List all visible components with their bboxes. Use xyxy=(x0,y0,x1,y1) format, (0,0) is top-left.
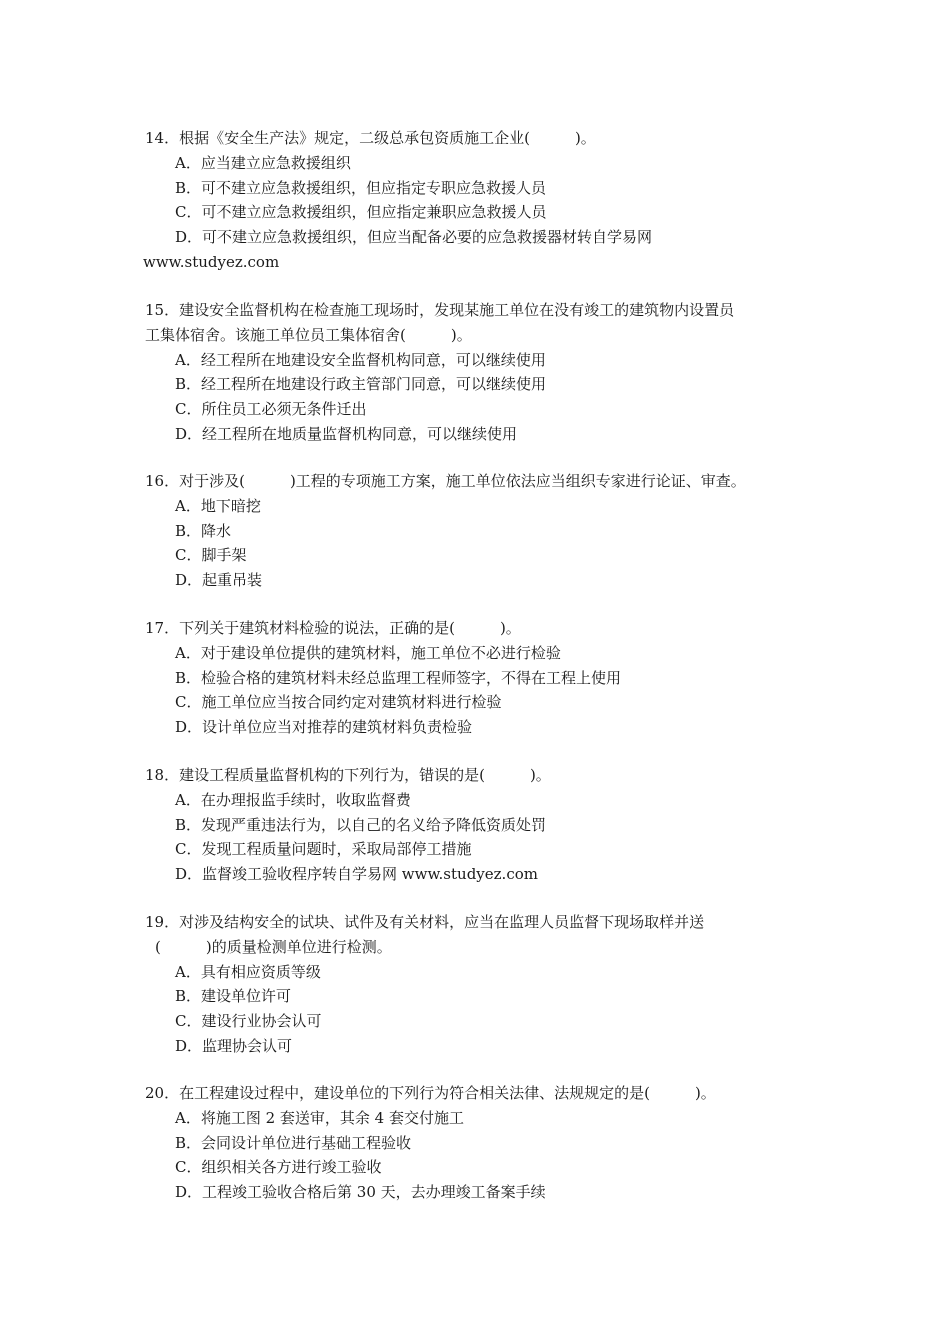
option-c: C．组织相关各方进行竣工验收 xyxy=(175,1158,382,1177)
question-stem-continued: 工集体宿舍。该施工单位员工集体宿舍( )。 xyxy=(145,325,472,344)
question-stem: 17．下列关于建筑材料检验的说法，正确的是( )。 xyxy=(145,619,521,637)
question-20 xyxy=(145,1081,825,1205)
question-14 xyxy=(145,126,825,275)
question-stem-continued: ( )的质量检测单位进行检测。 xyxy=(155,937,392,956)
question-stem: 14．根据《安全生产法》规定，二级总承包资质施工企业( )。 xyxy=(145,129,596,147)
option-a: A．在办理报监手续时，收取监督费 xyxy=(175,790,411,809)
option-b: B．降水 xyxy=(175,521,232,540)
option-d: D．监督竣工验收程序转自学易网 www.studyez.com xyxy=(175,865,538,884)
option-c: C．可不建立应急救援组织，但应指定兼职应急救援人员 xyxy=(175,203,547,222)
option-c: C．所住员工必须无条件迁出 xyxy=(175,400,367,419)
question-15 xyxy=(145,298,825,447)
option-a: A．具有相应资质等级 xyxy=(175,962,321,981)
option-d: D．工程竣工验收合格后第 30 天，去办理竣工备案手续 xyxy=(175,1183,546,1202)
option-c: C．脚手架 xyxy=(175,546,247,565)
option-d: D．经工程所在地质量监督机构同意，可以继续使用 xyxy=(175,424,518,443)
option-b: B．发现严重违法行为，以自己的名义给予降低资质处罚 xyxy=(175,815,547,834)
option-d: D．可不建立应急救援组织，但应当配备必要的应急救援器材转自学易网 xyxy=(175,228,653,247)
option-a: A．地下暗挖 xyxy=(175,496,261,515)
option-d: D．监理协会认可 xyxy=(175,1036,293,1055)
question-stem: 16．对于涉及( )工程的专项施工方案，施工单位依法应当组织专家进行论证、审查。 xyxy=(145,472,746,490)
option-b: B．检验合格的建筑材料未经总监理工程师签字，不得在工程上使用 xyxy=(175,668,622,687)
question-17 xyxy=(145,616,825,740)
option-d: D．起重吊装 xyxy=(175,571,263,590)
option-a: A．将施工图 2 套送审，其余 4 套交付施工 xyxy=(175,1108,464,1127)
question-19 xyxy=(145,910,825,1059)
question-18 xyxy=(145,763,825,887)
option-a: A．对于建设单位提供的建筑材料，施工单位不必进行检验 xyxy=(175,643,561,662)
source-url: www.studyez.com xyxy=(143,252,280,271)
question-stem: 15．建设安全监督机构在检查施工现场时，发现某施工单位在没有竣工的建筑物内设置员 xyxy=(145,301,735,319)
option-c: C．施工单位应当按合同约定对建筑材料进行检验 xyxy=(175,693,502,712)
question-stem: 19．对涉及结构安全的试块、试件及有关材料，应当在监理人员监督下现场取样并送 xyxy=(145,913,705,931)
option-b: B．可不建立应急救援组织，但应指定专职应急救援人员 xyxy=(175,178,547,197)
option-b: B．经工程所在地建设行政主管部门同意，可以继续使用 xyxy=(175,375,547,394)
option-a: A．应当建立应急救援组织 xyxy=(175,153,351,172)
option-c: C．发现工程质量问题时，采取局部停工措施 xyxy=(175,840,472,859)
option-b: B．会同设计单位进行基础工程验收 xyxy=(175,1133,412,1152)
option-b: B．建设单位许可 xyxy=(175,987,292,1006)
option-a: A．经工程所在地建设安全监督机构同意，可以继续使用 xyxy=(175,350,546,369)
option-d: D．设计单位应当对推荐的建筑材料负责检验 xyxy=(175,718,473,737)
question-stem: 18．建设工程质量监督机构的下列行为，错误的是( )。 xyxy=(145,766,551,784)
option-c: C．建设行业协会认可 xyxy=(175,1012,322,1031)
question-16 xyxy=(145,469,825,593)
question-stem: 20．在工程建设过程中，建设单位的下列行为符合相关法律、法规规定的是( )。 xyxy=(145,1084,716,1102)
